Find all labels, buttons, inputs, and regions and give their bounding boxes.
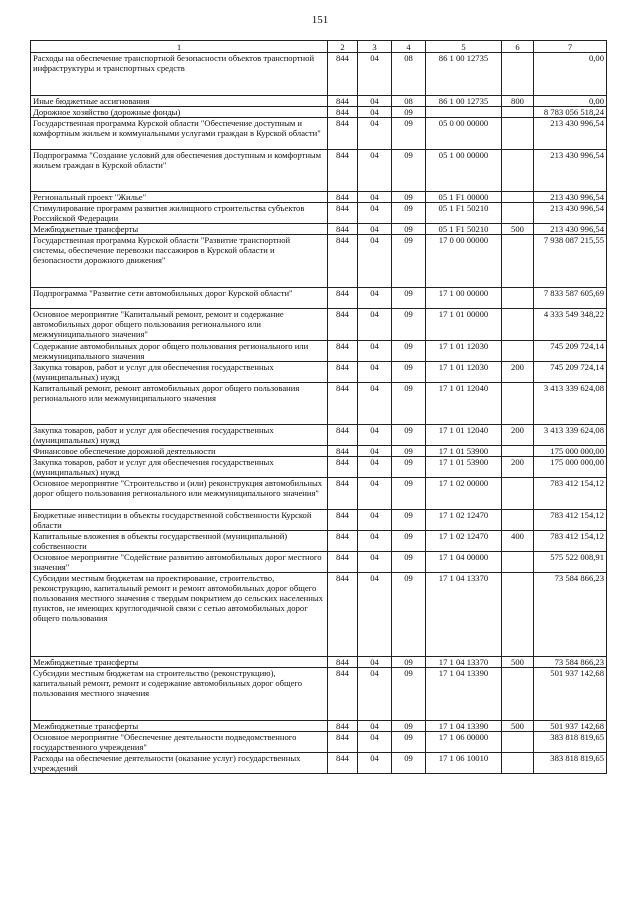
row-amount: 383 818 819,65 [534, 732, 607, 753]
row-expense-type [502, 383, 534, 425]
row-subsection: 09 [392, 721, 426, 732]
row-amount: 783 412 154,12 [534, 478, 607, 510]
row-subsection: 09 [392, 457, 426, 478]
row-amount: 213 430 996,54 [534, 118, 607, 150]
row-subsection: 09 [392, 552, 426, 573]
row-subsection: 09 [392, 573, 426, 657]
row-expense-type [502, 309, 534, 341]
row-amount: 383 818 819,65 [534, 753, 607, 774]
table-row [31, 224, 607, 235]
row-amount: 213 430 996,54 [534, 224, 607, 235]
table-row [31, 362, 607, 383]
row-amount: 745 209 724,14 [534, 362, 607, 383]
row-subsection: 09 [392, 383, 426, 425]
table-row [31, 668, 607, 721]
row-target-article: 17 1 04 13370 [426, 657, 502, 668]
row-expense-type: 200 [502, 362, 534, 383]
row-ministry: 844 [328, 552, 358, 573]
row-subsection: 09 [392, 224, 426, 235]
row-amount: 8 783 056 518,24 [534, 107, 607, 118]
row-section: 04 [358, 107, 392, 118]
row-section: 04 [358, 531, 392, 552]
row-subsection: 09 [392, 362, 426, 383]
row-ministry: 844 [328, 309, 358, 341]
page-number: 151 [311, 14, 329, 26]
row-expense-type [502, 341, 534, 362]
row-amount: 3 413 339 624,08 [534, 383, 607, 425]
table-row [31, 457, 607, 478]
table-row [31, 107, 607, 118]
row-target-article: 17 1 04 00000 [426, 552, 502, 573]
row-expense-type [502, 573, 534, 657]
row-amount: 7 833 587 605,69 [534, 288, 607, 309]
table-row [31, 309, 607, 341]
row-ministry: 844 [328, 425, 358, 446]
row-section: 04 [358, 203, 392, 224]
row-expense-type [502, 235, 534, 288]
row-expense-type [502, 753, 534, 774]
row-name: Расходы на обеспечение деятельности (оказание услуг) государственных учреждений [31, 753, 328, 774]
row-ministry: 844 [328, 457, 358, 478]
row-section: 04 [358, 150, 392, 192]
row-name: Межбюджетные трансферты [31, 224, 328, 235]
row-ministry: 844 [328, 657, 358, 668]
row-section: 04 [358, 341, 392, 362]
row-subsection: 09 [392, 203, 426, 224]
row-amount: 213 430 996,54 [534, 150, 607, 192]
row-name: Расходы на обеспечение транспортной безопасности объектов транспортной инфраструктуры и транспортных средств [31, 53, 328, 96]
row-target-article: 17 1 01 12040 [426, 425, 502, 446]
row-subsection: 09 [392, 446, 426, 457]
row-section: 04 [358, 732, 392, 753]
row-expense-type: 500 [502, 224, 534, 235]
table-row [31, 150, 607, 192]
table-row [31, 721, 607, 732]
header-cell: 7 [534, 41, 607, 53]
row-ministry: 844 [328, 192, 358, 203]
row-ministry: 844 [328, 107, 358, 118]
row-name: Капитальный ремонт, ремонт автомобильных дорог общего пользования регионального или межмуниципального значения [31, 383, 328, 425]
row-amount: 783 412 154,12 [534, 510, 607, 531]
row-subsection: 09 [392, 192, 426, 203]
row-target-article: 17 1 06 10010 [426, 753, 502, 774]
row-target-article: 17 1 01 12040 [426, 383, 502, 425]
header-row [31, 41, 607, 53]
row-amount: 7 938 087 215,55 [534, 235, 607, 288]
row-target-article: 05 1 F1 50210 [426, 203, 502, 224]
budget-table [30, 40, 607, 774]
row-name: Основное мероприятие "Обеспечение деятельности подведомственного государственного учреждения" [31, 732, 328, 753]
row-target-article: 17 1 02 12470 [426, 510, 502, 531]
row-amount: 745 209 724,14 [534, 341, 607, 362]
row-section: 04 [358, 573, 392, 657]
row-amount: 3 413 339 624,08 [534, 425, 607, 446]
row-target-article: 05 1 00 00000 [426, 150, 502, 192]
row-target-article: 17 1 06 00000 [426, 732, 502, 753]
row-section: 04 [358, 383, 392, 425]
row-target-article: 17 1 02 00000 [426, 478, 502, 510]
row-ministry: 844 [328, 53, 358, 96]
row-name: Субсидии местным бюджетам на строительство (реконструкцию), капитальный ремонт, ремонт и содержание автомобильных дорог общего пользования местного значения [31, 668, 328, 721]
row-amount: 501 937 142,68 [534, 721, 607, 732]
table-row [31, 446, 607, 457]
header-cell: 4 [392, 41, 426, 53]
row-target-article: 86 1 00 12735 [426, 53, 502, 96]
table-row [31, 192, 607, 203]
row-name: Дорожное хозяйство (дорожные фонды) [31, 107, 328, 118]
row-name: Основное мероприятие "Капитальный ремонт, ремонт и содержание автомобильных дорог общего пользования регионального или межмуниципального значения" [31, 309, 328, 341]
row-section: 04 [358, 118, 392, 150]
row-target-article: 86 1 00 12735 [426, 96, 502, 107]
row-amount: 213 430 996,54 [534, 203, 607, 224]
row-expense-type: 200 [502, 457, 534, 478]
row-section: 04 [358, 235, 392, 288]
row-target-article: 17 1 01 00000 [426, 309, 502, 341]
row-target-article: 17 1 04 13390 [426, 721, 502, 732]
row-section: 04 [358, 53, 392, 96]
table-row [31, 732, 607, 753]
row-ministry: 844 [328, 235, 358, 288]
row-name: Закупка товаров, работ и услуг для обеспечения государственных (муниципальных) нужд [31, 362, 328, 383]
table-body [31, 53, 607, 774]
row-section: 04 [358, 309, 392, 341]
row-subsection: 09 [392, 753, 426, 774]
row-target-article: 17 1 00 00000 [426, 288, 502, 309]
row-expense-type [502, 732, 534, 753]
table-row [31, 478, 607, 510]
row-amount: 4 333 549 348,22 [534, 309, 607, 341]
header-cell: 3 [358, 41, 392, 53]
table-row [31, 383, 607, 425]
row-name: Капитальные вложения в объекты государственной (муниципальной) собственности [31, 531, 328, 552]
row-section: 04 [358, 192, 392, 203]
row-expense-type: 800 [502, 96, 534, 107]
row-target-article: 17 1 04 13390 [426, 668, 502, 721]
row-expense-type [502, 446, 534, 457]
row-section: 04 [358, 362, 392, 383]
table-row [31, 96, 607, 107]
row-section: 04 [358, 721, 392, 732]
row-name: Стимулирование программ развития жилищного строительства субъектов Российской Федерации [31, 203, 328, 224]
header-cell: 2 [328, 41, 358, 53]
row-subsection: 08 [392, 96, 426, 107]
row-target-article: 17 0 00 00000 [426, 235, 502, 288]
row-expense-type [502, 118, 534, 150]
row-ministry: 844 [328, 362, 358, 383]
table-row [31, 341, 607, 362]
row-expense-type [502, 192, 534, 203]
row-section: 04 [358, 510, 392, 531]
row-subsection: 09 [392, 288, 426, 309]
row-expense-type [502, 478, 534, 510]
row-name: Субсидии местным бюджетам на проектирование, строительство, реконструкцию, капитальный ремонт и ремонт автомобильных дорог общего пользования местного значения с твердым покрытием до сельских населенных пунктов, не имеющих круглогодичной связи с сетью автомобильных дорог общего пользования [31, 573, 328, 657]
row-ministry: 844 [328, 96, 358, 107]
row-name: Подпрограмма "Создание условий для обеспечения доступным и комфортным жильем граждан в Курской области" [31, 150, 328, 192]
row-subsection: 09 [392, 657, 426, 668]
row-expense-type: 200 [502, 425, 534, 446]
row-ministry: 844 [328, 732, 358, 753]
row-ministry: 844 [328, 446, 358, 457]
table-row [31, 53, 607, 96]
row-name: Основное мероприятие "Строительство и (или) реконструкция автомобильных дорог общего пользования регионального или межмуниципального значения" [31, 478, 328, 510]
row-target-article: 17 1 01 12030 [426, 341, 502, 362]
row-name: Закупка товаров, работ и услуг для обеспечения государственных (муниципальных) нужд [31, 457, 328, 478]
row-subsection: 09 [392, 107, 426, 118]
row-subsection: 09 [392, 309, 426, 341]
table-row [31, 753, 607, 774]
row-expense-type [502, 510, 534, 531]
header-cell: 6 [502, 41, 534, 53]
row-expense-type: 500 [502, 721, 534, 732]
row-name: Содержание автомобильных дорог общего пользования регионального или межмуниципального значения [31, 341, 328, 362]
row-name: Подпрограмма "Развитие сети автомобильных дорог Курской области" [31, 288, 328, 309]
row-subsection: 09 [392, 531, 426, 552]
row-section: 04 [358, 657, 392, 668]
row-expense-type: 500 [502, 657, 534, 668]
row-section: 04 [358, 96, 392, 107]
row-target-article: 17 1 02 12470 [426, 531, 502, 552]
table-row [31, 425, 607, 446]
row-section: 04 [358, 288, 392, 309]
row-expense-type [502, 552, 534, 573]
row-expense-type [502, 150, 534, 192]
row-ministry: 844 [328, 721, 358, 732]
table-row [31, 573, 607, 657]
row-amount: 0,00 [534, 53, 607, 96]
row-subsection: 09 [392, 732, 426, 753]
row-amount: 0,00 [534, 96, 607, 107]
row-ministry: 844 [328, 341, 358, 362]
header-cell: 1 [31, 41, 328, 53]
row-subsection: 09 [392, 341, 426, 362]
row-name: Межбюджетные трансферты [31, 657, 328, 668]
table-row [31, 203, 607, 224]
table-row [31, 531, 607, 552]
row-subsection: 08 [392, 53, 426, 96]
row-section: 04 [358, 457, 392, 478]
row-amount: 73 584 866,23 [534, 657, 607, 668]
table-row [31, 235, 607, 288]
table-row [31, 510, 607, 531]
row-expense-type: 400 [502, 531, 534, 552]
table-row [31, 288, 607, 309]
row-subsection: 09 [392, 478, 426, 510]
row-target-article: 05 1 F1 00000 [426, 192, 502, 203]
row-section: 04 [358, 753, 392, 774]
row-expense-type [502, 107, 534, 118]
row-section: 04 [358, 668, 392, 721]
row-ministry: 844 [328, 753, 358, 774]
row-ministry: 844 [328, 150, 358, 192]
row-amount: 501 937 142,68 [534, 668, 607, 721]
table-row [31, 552, 607, 573]
row-ministry: 844 [328, 118, 358, 150]
row-name: Иные бюджетные ассигнования [31, 96, 328, 107]
row-ministry: 844 [328, 573, 358, 657]
row-target-article [426, 107, 502, 118]
row-target-article: 17 1 01 12030 [426, 362, 502, 383]
row-amount: 175 000 000,00 [534, 446, 607, 457]
row-amount: 73 584 866,23 [534, 573, 607, 657]
row-expense-type [502, 288, 534, 309]
row-subsection: 09 [392, 668, 426, 721]
row-section: 04 [358, 446, 392, 457]
row-name: Финансовое обеспечение дорожной деятельности [31, 446, 328, 457]
row-section: 04 [358, 224, 392, 235]
header-cell: 5 [426, 41, 502, 53]
row-subsection: 09 [392, 235, 426, 288]
row-target-article: 17 1 04 13370 [426, 573, 502, 657]
row-amount: 783 412 154,12 [534, 531, 607, 552]
row-ministry: 844 [328, 478, 358, 510]
row-section: 04 [358, 552, 392, 573]
table-row [31, 118, 607, 150]
row-subsection: 09 [392, 118, 426, 150]
row-target-article: 17 1 01 53900 [426, 457, 502, 478]
row-section: 04 [358, 425, 392, 446]
row-amount: 213 430 996,54 [534, 192, 607, 203]
row-ministry: 844 [328, 288, 358, 309]
row-expense-type [502, 668, 534, 721]
row-name: Государственная программа Курской области "Развитие транспортной системы, обеспечение перевозки пассажиров в Курской области и безопасности дорожного движения" [31, 235, 328, 288]
row-ministry: 844 [328, 510, 358, 531]
row-target-article: 17 1 01 53900 [426, 446, 502, 457]
row-section: 04 [358, 478, 392, 510]
row-name: Межбюджетные трансферты [31, 721, 328, 732]
row-subsection: 09 [392, 425, 426, 446]
row-ministry: 844 [328, 668, 358, 721]
row-name: Закупка товаров, работ и услуг для обеспечения государственных (муниципальных) нужд [31, 425, 328, 446]
row-ministry: 844 [328, 224, 358, 235]
row-ministry: 844 [328, 203, 358, 224]
row-subsection: 09 [392, 510, 426, 531]
row-target-article: 05 1 F1 50210 [426, 224, 502, 235]
row-name: Региональный проект "Жилье" [31, 192, 328, 203]
row-ministry: 844 [328, 531, 358, 552]
row-subsection: 09 [392, 150, 426, 192]
row-ministry: 844 [328, 383, 358, 425]
row-name: Основное мероприятие "Содействие развитию автомобильных дорог местного значения" [31, 552, 328, 573]
row-expense-type [502, 203, 534, 224]
table-row [31, 657, 607, 668]
row-amount: 575 522 008,91 [534, 552, 607, 573]
row-name: Государственная программа Курской области "Обеспечение доступным и комфортным жильем и коммунальными услугами граждан в Курской области" [31, 118, 328, 150]
row-expense-type [502, 53, 534, 96]
row-target-article: 05 0 00 00000 [426, 118, 502, 150]
row-name: Бюджетные инвестиции в объекты государственной собственности Курской области [31, 510, 328, 531]
row-amount: 175 000 000,00 [534, 457, 607, 478]
